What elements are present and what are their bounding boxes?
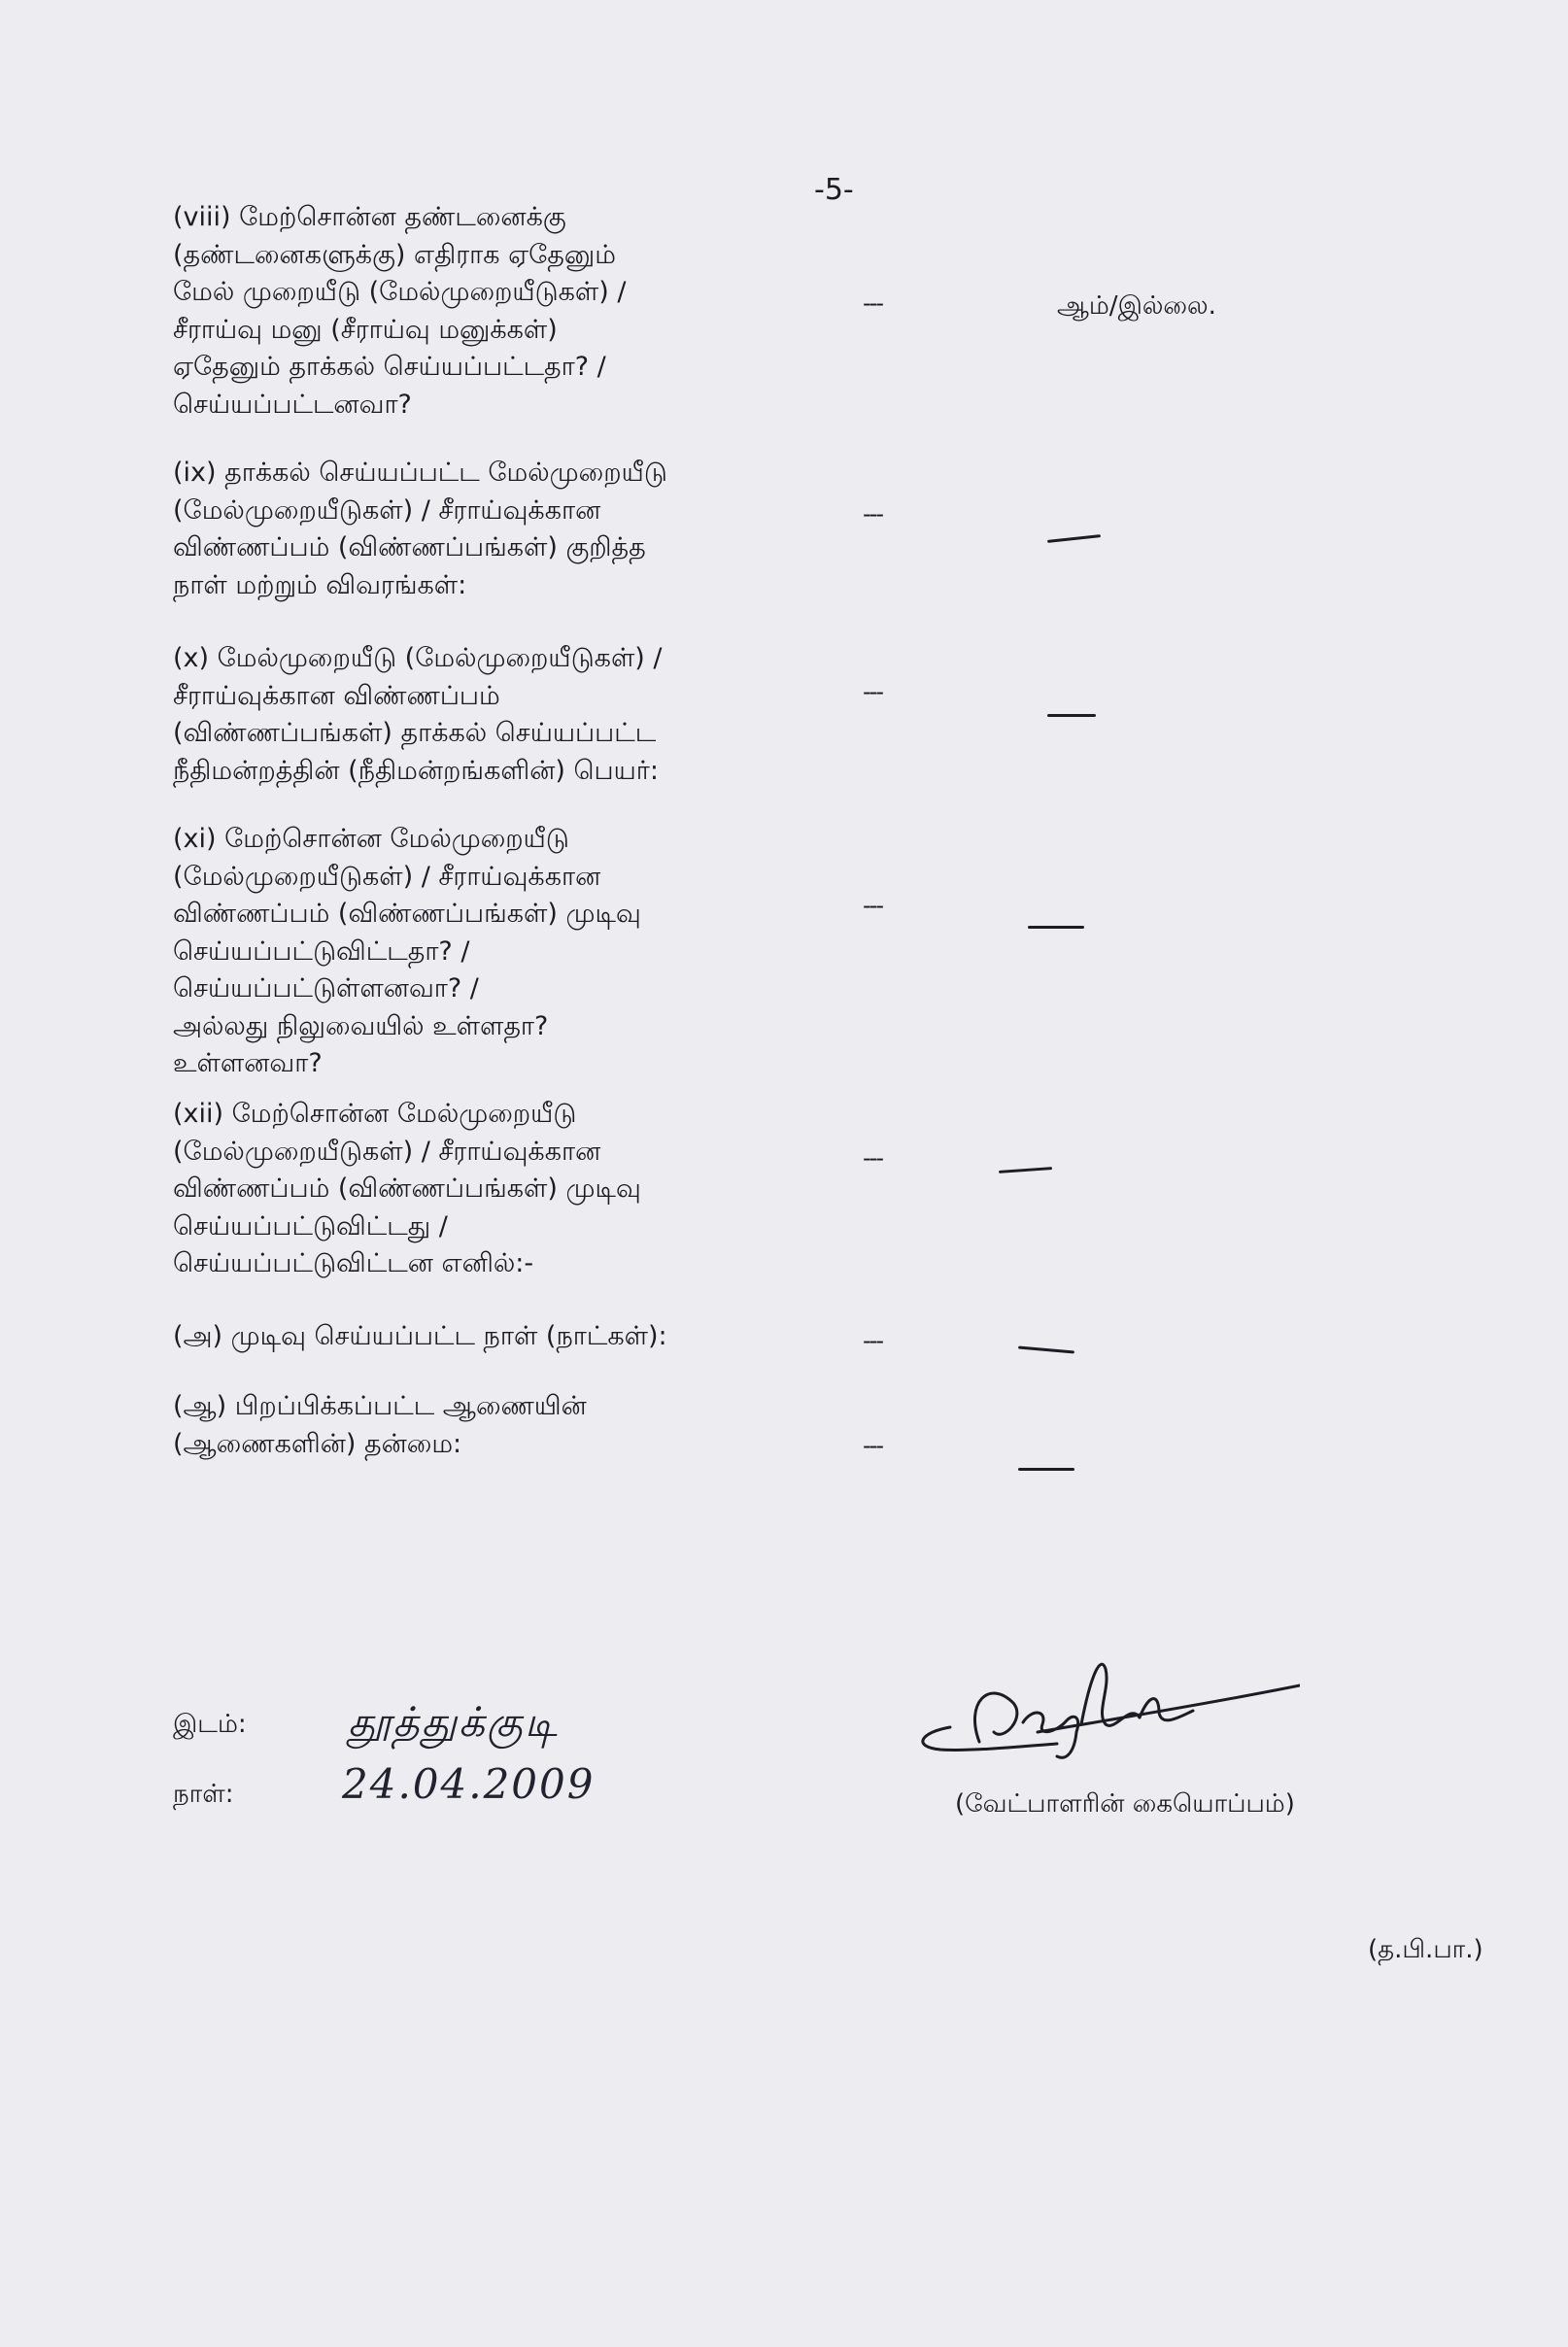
item-a [173, 1318, 795, 1356]
item-xii-dash: --- [863, 1144, 882, 1172]
page-number: -5- [814, 173, 854, 207]
item-viii-answer: ஆம்/இல்லை. [1057, 291, 1216, 321]
item-x-nil-mark [1047, 714, 1096, 717]
place-label: இடம்: [173, 1710, 247, 1739]
question-line: நாள் மற்றும் விவரங்கள்: [173, 569, 467, 600]
item-xi-dash: --- [863, 892, 882, 919]
question-line: சீராய்வு மனு (சீராய்வு மனுக்கள்) [173, 314, 558, 345]
signature-image [911, 1635, 1300, 1771]
question-line: (மேல்முறையீடுகள்) / சீராய்வுக்கான [173, 494, 601, 526]
question-line: ஏதேனும் தாக்கல் செய்யப்பட்டதா? / [173, 352, 606, 382]
question-line: செய்யப்பட்டுவிட்டது / [173, 1210, 448, 1242]
item-aa-nil-mark [1018, 1468, 1074, 1471]
question-line: செய்யப்பட்டுவிட்டன எனில்:- [173, 1248, 534, 1278]
item-a-dash: --- [863, 1327, 882, 1354]
question-line: விண்ணப்பம் (விண்ணப்பங்கள்) முடிவு [173, 899, 641, 929]
place-value: தூத்துக்குடி [348, 1698, 560, 1746]
question-line: அல்லது நிலுவையில் உள்ளதா? [173, 1010, 549, 1041]
question-line: (viii) மேற்சொன்ன தண்டனைக்கு [173, 202, 566, 232]
question-line: சீராய்வுக்கான விண்ணப்பம் [173, 680, 500, 711]
item-viii [173, 199, 795, 424]
item-aa [173, 1388, 795, 1463]
item-xii-nil-mark [999, 1167, 1052, 1174]
item-xi [173, 821, 795, 1083]
question-line: (மேல்முறையீடுகள்) / சீராய்வுக்கான [173, 861, 601, 892]
question-line: மேல் முறையீடு (மேல்முறையீடுகள்) / [173, 277, 627, 307]
item-xii [173, 1096, 795, 1283]
question-line: விண்ணப்பம் (விண்ணப்பங்கள்) குறித்த [173, 532, 646, 562]
question-line: உள்ளனவா? [173, 1048, 323, 1078]
question-line: (ஆணைகளின்) தன்மை: [173, 1428, 462, 1459]
item-ix [173, 455, 795, 604]
question-line: நீதிமன்றத்தின் (நீதிமன்றங்களின்) பெயர்: [173, 755, 659, 786]
item-ix-nil-mark [1047, 534, 1101, 543]
question-line: செய்யப்பட்டனவா? [173, 389, 412, 420]
question-line: (அ) முடிவு செய்யப்பட்ட நாள் (நாட்கள்): [173, 1321, 667, 1351]
item-xi-nil-mark [1028, 926, 1084, 929]
item-aa-dash: --- [863, 1432, 882, 1459]
question-line: (தண்டனைகளுக்கு) எதிராக ஏதேனும் [173, 239, 616, 270]
question-line: விண்ணப்பம் (விண்ணப்பங்கள்) முடிவு [173, 1174, 641, 1204]
item-x-dash: --- [863, 678, 882, 705]
footer-mark: (த.பி.பா.) [1368, 1935, 1483, 1964]
question-line: (xii) மேற்சொன்ன மேல்முறையீடு [173, 1099, 577, 1129]
item-a-nil-mark [1018, 1345, 1074, 1353]
question-line: (மேல்முறையீடுகள்) / சீராய்வுக்கான [173, 1136, 601, 1167]
question-line: (xi) மேற்சொன்ன மேல்முறையீடு [173, 824, 569, 854]
question-line: செய்யப்பட்டுள்ளனவா? / [173, 973, 479, 1003]
item-viii-dash: --- [863, 289, 882, 317]
item-x [173, 640, 795, 790]
signature-caption: (வேட்பாளரின் கையொப்பம்) [955, 1789, 1295, 1819]
date-label: நாள்: [173, 1780, 234, 1809]
question-line: (விண்ணப்பங்கள்) தாக்கல் செய்யப்பட்ட [173, 718, 657, 748]
question-line: (ix) தாக்கல் செய்யப்பட்ட மேல்முறையீடு [173, 458, 667, 488]
item-ix-dash: --- [863, 500, 882, 527]
date-value: 24.04.2009 [342, 1760, 596, 1808]
question-line: (x) மேல்முறையீடு (மேல்முறையீடுகள்) / [173, 643, 663, 673]
question-line: (ஆ) பிறப்பிக்கப்பட்ட ஆணையின் [173, 1391, 587, 1421]
question-line: செய்யப்பட்டுவிட்டதா? / [173, 935, 470, 967]
